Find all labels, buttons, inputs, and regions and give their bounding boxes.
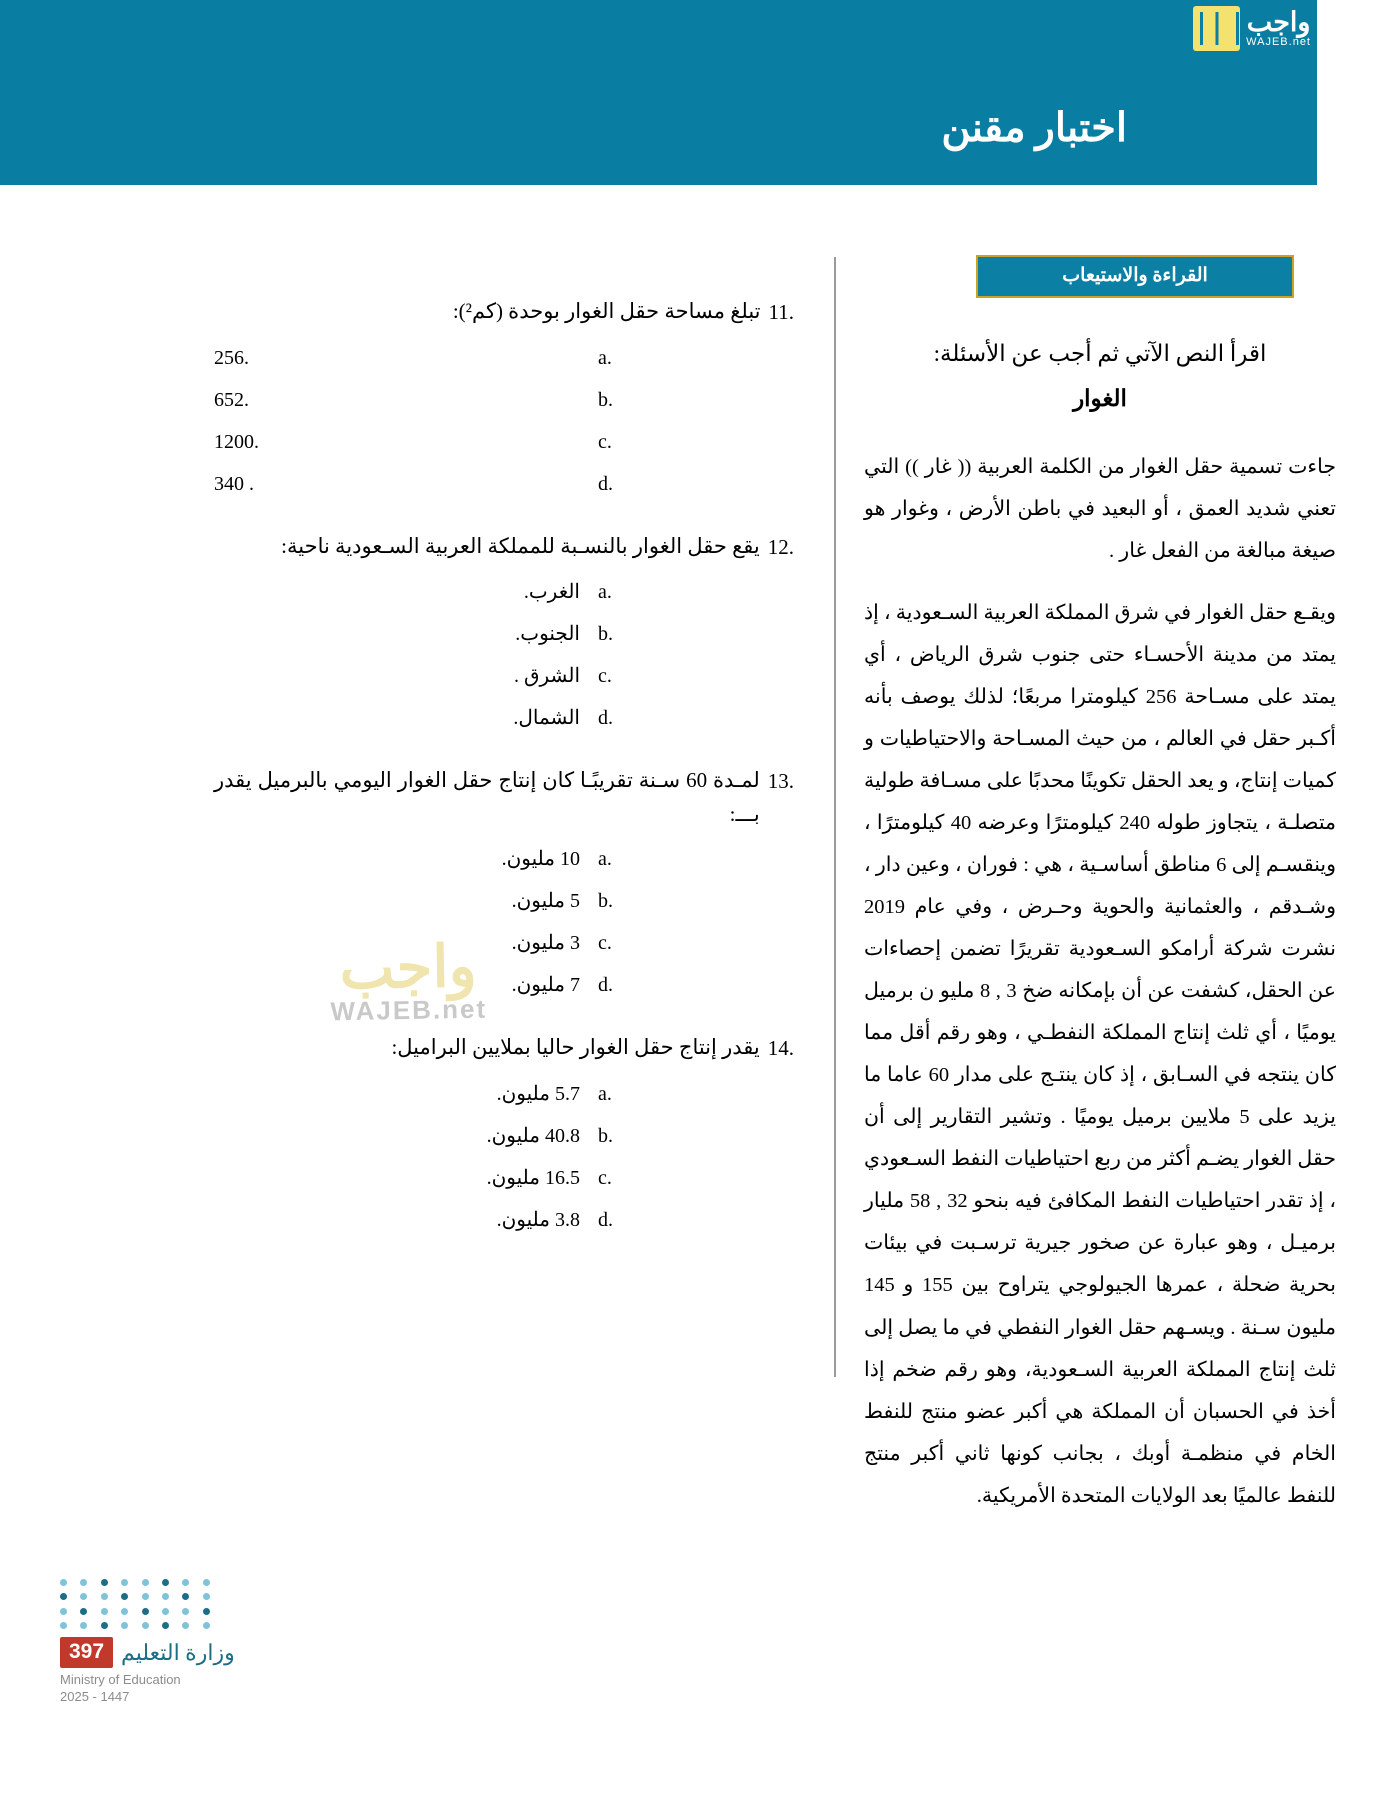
option-key: b. (598, 890, 613, 913)
option-value: 1200. (214, 430, 259, 453)
watermark-line-2: WAJEB.net (330, 993, 488, 1027)
option-value: 340 . (214, 472, 254, 495)
option-key: c. (598, 665, 612, 688)
ministry-name-en: Ministry of Education (60, 1672, 181, 1687)
question-text: تبلغ مساحة حقل الغوار بوحدة (كم²): (452, 299, 761, 323)
option-value: الجنوب. (515, 623, 580, 646)
option-list (214, 1078, 794, 1236)
option-key: a. (598, 1082, 612, 1105)
question-text: لمـدة 60 سـنة تقريبًـا كان إنتاج حقل الغوار اليومي بالبرميل يقدر بـــ: (214, 768, 760, 826)
option-row[interactable] (214, 576, 794, 608)
reading-column (836, 255, 1396, 1505)
question-header (214, 764, 794, 831)
option-row[interactable] (214, 702, 794, 734)
question-item (214, 764, 794, 1001)
page-content (0, 255, 1396, 1505)
option-value: الغرب. (523, 581, 580, 604)
page-footer (60, 1579, 360, 1704)
option-key: a. (598, 848, 612, 871)
option-value: 3.8 مليون. (496, 1208, 580, 1231)
option-value: 5.7 مليون. (496, 1082, 580, 1105)
question-number: .11 (768, 300, 794, 324)
option-row[interactable] (214, 969, 794, 1001)
option-key: b. (598, 623, 613, 646)
question-header (214, 295, 794, 330)
option-key: a. (598, 581, 612, 604)
option-value: 5 مليون. (511, 890, 580, 913)
option-value: 7 مليون. (511, 974, 580, 997)
option-key: d. (598, 1208, 613, 1231)
question-item (214, 530, 794, 735)
site-logo[interactable] (1193, 6, 1311, 51)
option-list (214, 843, 794, 1001)
option-key: c. (598, 932, 612, 955)
option-row[interactable] (214, 1078, 794, 1110)
question-text: يقدر إنتاج حقل الغوار حاليا بملايين البراميل: (391, 1035, 760, 1060)
ministry-name-ar: وزارة التعليم (121, 1639, 235, 1665)
option-key: d. (598, 472, 613, 495)
option-row[interactable] (214, 660, 794, 692)
option-key: d. (598, 974, 613, 997)
option-list (214, 342, 794, 500)
option-key: d. (598, 707, 613, 730)
option-key: a. (598, 346, 612, 369)
option-row[interactable] (214, 342, 794, 374)
option-row[interactable] (214, 426, 794, 458)
ministry-dots-icon (60, 1579, 220, 1633)
reading-body (864, 446, 1336, 1516)
option-row[interactable] (214, 384, 794, 416)
question-number: .12 (767, 534, 794, 559)
question-header (214, 530, 794, 565)
option-row[interactable] (214, 927, 794, 959)
option-value: 16.5 مليون. (486, 1166, 580, 1189)
option-row[interactable] (214, 1162, 794, 1194)
logo-wordmark (1246, 9, 1311, 48)
reading-title: الغوار (1073, 386, 1127, 412)
option-value: 256. (214, 346, 249, 369)
page-title: اختبار مقنن (941, 105, 1127, 150)
option-row[interactable] (214, 468, 794, 500)
option-key: c. (598, 430, 612, 453)
option-value: الشرق . (513, 665, 580, 688)
watermark-line-1: واجب (339, 933, 478, 1002)
questions-column (134, 255, 834, 1505)
option-key: c. (598, 1166, 612, 1189)
reading-lead (864, 334, 1336, 418)
question-item (214, 295, 794, 500)
option-value: 10 مليون. (501, 848, 580, 871)
option-row[interactable] (214, 843, 794, 875)
reading-lead-line1: اقرأ النص الآتي ثم أجب عن الأسئلة: (933, 341, 1267, 366)
option-value: 652. (214, 388, 249, 411)
option-row[interactable] (214, 885, 794, 917)
page-number-badge: 397 (60, 1637, 113, 1668)
ministry-row (60, 1637, 360, 1668)
reading-paragraph-1: جاءت تسمية حقل الغوار من الكلمة العربية (( غار )) التي تعني شديد العمق ، أو البعيد في باطن الأرض ، وغوار هو صيغة مبالغة من الفعل غار . (864, 456, 1336, 563)
book-icon (1193, 6, 1240, 51)
option-row[interactable] (214, 1204, 794, 1236)
logo-text-en: WAJEB.net (1246, 36, 1311, 48)
option-value: 40.8 مليون. (486, 1124, 580, 1147)
question-text: يقع حقل الغوار بالنسـبة للمملكة العربية السـعودية ناحية: (281, 533, 760, 558)
section-badge-reading: القراءة والاستيعاب (976, 255, 1294, 298)
question-number: .14 (767, 1036, 794, 1061)
header-band-fill (0, 0, 1317, 185)
option-key: b. (598, 1124, 613, 1147)
question-number: .13 (767, 769, 794, 794)
option-value: الشمال. (513, 707, 580, 730)
question-header (214, 1031, 794, 1066)
reading-paragraph-2: ويقـع حقل الغوار في شرق المملكة العربية السـعودية ، إذ يمتد من مدينة الأحسـاء حتى جنوب شرق الرياض ، أي يمتد على مسـاحة 256 كيلومترا مربعًا؛ لذلك يوصف بأنه أكـبر حقل في العالم ، من حيث المسـاحة والاحتياطيات و كميات إنتاج، و يعد الحقل تكوينًا محدبًا على مسـافة طولية متصلـة ، يتجاوز طوله 240 كيلومترًا وعرضه 40 كيلومترًا ، وينقسـم إلى 6 مناطق أساسـية ، هي : فوران ، وعين دار ، وشـدقم ، والعثمانية والحوية وحـرض ، وفي عام 2019 نشرت شركة أرامكو السـعودية تقريرًا تضمن إحصاءات عن الحقل، كشفت عن أن بإمكانه ضخ 3 , 8 مليو ن برميل يوميًا ، أي ثلث إنتاج المملكة النفطـي ، وهو رقم أقل مما كان ينتجه في السـابق ، إذ كان ينتـج على مدار 60 عاما ما يزيد على 5 ملايين برميل يوميًا . وتشير التقارير إلى أن حقل الغوار يضـم أكثر من ربع احتياطيات النفط السـعودي ، إذ تقدر احتياطيات النفط المكافئ فيه بنحو 32 , 58 مليار برميـل ، وهو عبارة عن صخور جيرية ترسـبت في بيئات بحرية ضحلة ، عمرها الجيولوجي يتراوح بين 155 و 145 مليون سـنة . ويسـهم حقل الغوار النفطي في ما يصل إلى ثلث إنتاج المملكة العربية السـعودية، وهو رقم ضخم إذا أخذ في الحسبان أن المملكة هي أكبر عضو منتج للنفط الخام في منظمـة أوبك ، بجانب كونها ثاني أكبر منتج للنفط عالميًا بعد الولايات المتحدة الأمريكية. (864, 602, 1336, 1507)
option-list (214, 576, 794, 734)
ministry-years: 2025 - 1447 (60, 1689, 130, 1704)
logo-text-ar: واجب (1246, 7, 1311, 37)
page-header-band (0, 0, 1317, 185)
question-item (214, 1031, 794, 1236)
option-row[interactable] (214, 618, 794, 650)
option-row[interactable] (214, 1120, 794, 1152)
option-key: b. (598, 388, 613, 411)
option-value: 3 مليون. (511, 932, 580, 955)
